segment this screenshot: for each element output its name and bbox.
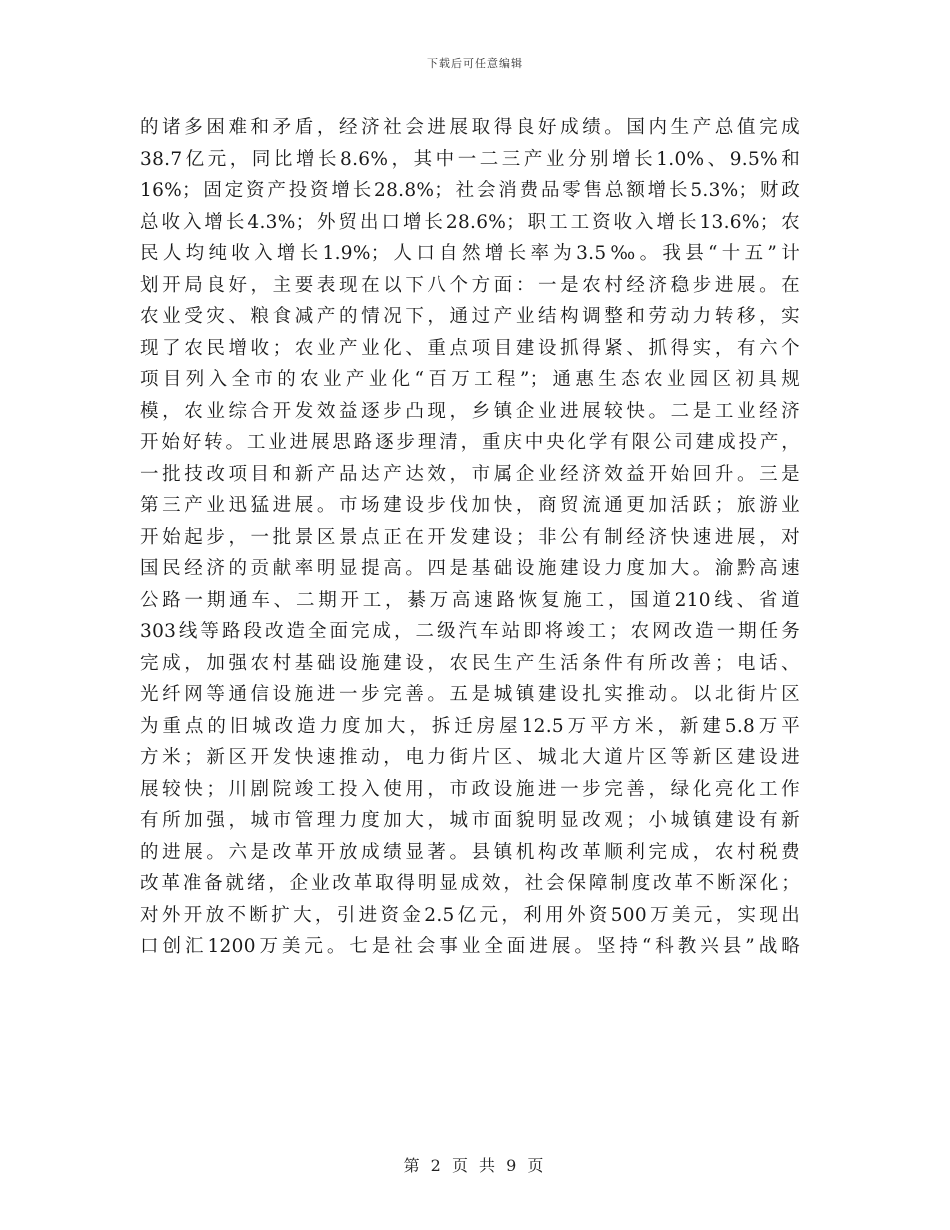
page-footer: 第 2 页 共 9 页 — [403, 1156, 547, 1175]
text-line: 一批技改项目和新产品达产达效，市属企业经济效益开始回升。三是 — [140, 463, 800, 485]
text-line: 38.7亿元，同比增长8.6%，其中一二三产业分别增长1.0%、9.5%和 — [140, 148, 800, 170]
text-line: 开始起步，一批景区景点正在开发建设；非公有制经济快速进展，对 — [140, 526, 800, 548]
text-line: 国民经济的贡献率明显提高。四是基础设施建设力度加大。渝黔高速 — [140, 558, 800, 579]
text-line: 16%；固定资产投资增长28.8%；社会消费品零售总额增长5.3%；财政 — [140, 180, 800, 201]
text-line: 划开局良好，主要表现在以下八个方面：一是农村经济稳步进展。在 — [140, 274, 800, 296]
text-line: 方米；新区开发快速推动，电力街片区、城北大道片区等新区建设进 — [140, 747, 800, 768]
text-line: 总收入增长4.3%；外贸出口增长28.6%；职工工资收入增长13.6%；农 — [140, 211, 800, 233]
text-line: 口创汇1200万美元。七是社会事业全面进展。坚持“科教兴县”战略 — [140, 936, 800, 957]
text-line: 项目列入全市的农业产业化“百万工程”；通惠生态农业园区初具规 — [140, 369, 800, 390]
text-line: 农业受灾、粮食减产的情况下，通过产业结构调整和劳动力转移，实 — [140, 306, 800, 327]
text-line: 光纤网等通信设施进一步完善。五是城镇建设扎实推动。以北街片区 — [140, 684, 800, 705]
text-line: 模，农业综合开发效益逐步凸现，乡镇企业进展较快。二是工业经济 — [140, 400, 800, 422]
text-line: 有所加强，城市管理力度加大，城市面貌明显改观；小城镇建设有新 — [140, 810, 800, 831]
text-line: 的诸多困难和矛盾，经济社会进展取得良好成绩。国内生产总值完成 — [140, 117, 800, 138]
text-line: 公路一期通车、二期开工，綦万高速路恢复施工，国道210线、省道 — [140, 589, 800, 611]
text-line: 展较快；川剧院竣工投入使用，市政设施进一步完善，绿化亮化工作 — [140, 778, 800, 800]
text-line: 的进展。六是改革开放成绩显著。县镇机构改革顺利完成，农村税费 — [140, 841, 800, 863]
text-line: 完成，加强农村基础设施建设，农民生产生活条件有所改善；电话、 — [140, 652, 800, 674]
text-line: 对外开放不断扩大，引进资金2.5亿元，利用外资500万美元，实现出 — [140, 904, 800, 926]
text-line: 改革准备就绪，企业改革取得明显成效，社会保障制度改革不断深化； — [140, 873, 800, 894]
text-line: 为重点的旧城改造力度加大，拆迁房屋12.5万平方米，新建5.8万平 — [140, 715, 800, 737]
text-line: 开始好转。工业进展思路逐步理清，重庆中央化学有限公司建成投产， — [140, 432, 800, 453]
body-paragraph — [140, 112, 800, 963]
text-line: 第三产业迅猛进展。市场建设步伐加快，商贸流通更加活跃；旅游业 — [140, 495, 800, 516]
page-header: 下载后可任意编辑 — [427, 57, 523, 70]
text-line: 303线等路段改造全面完成，二级汽车站即将竣工；农网改造一期任务 — [140, 621, 800, 642]
text-line: 现了农民增收；农业产业化、重点项目建设抓得紧、抓得实，有六个 — [140, 337, 800, 359]
text-line: 民人均纯收入增长1.9%；人口自然增长率为3.5‰。我县“十五”计 — [140, 243, 800, 264]
